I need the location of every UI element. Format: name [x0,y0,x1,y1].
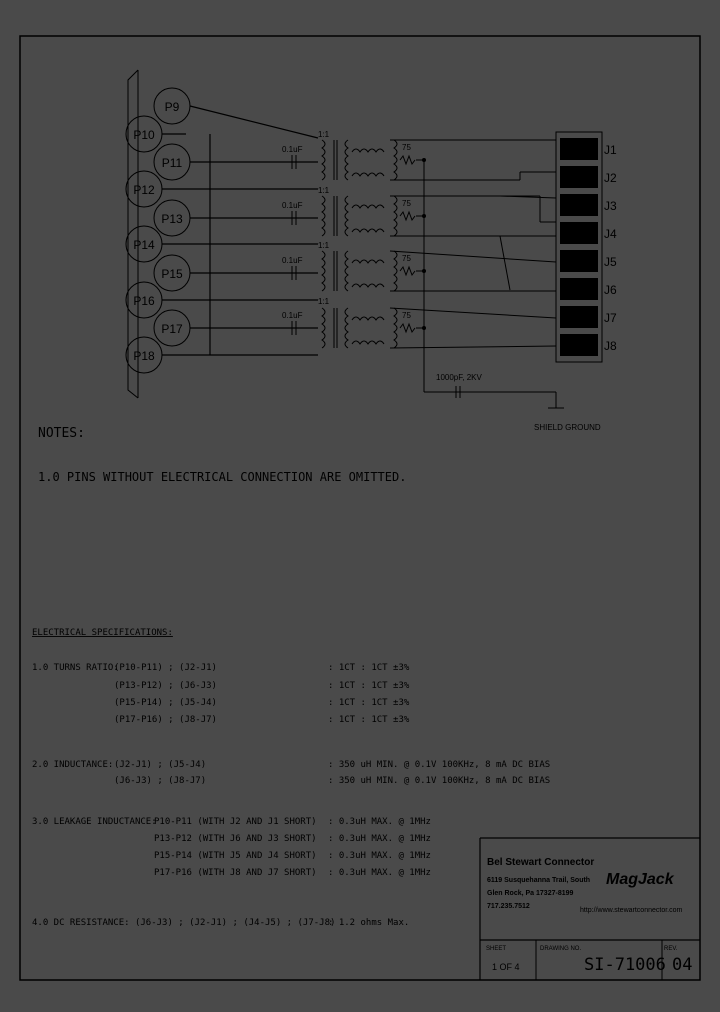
turns-value: : 1CT : 1CT ±3% [328,681,410,691]
drawing-number: SI-71006 [584,955,666,975]
channel-2 [270,186,556,236]
turns-value: : 1CT : 1CT ±3% [328,715,410,725]
dc-resistance-label: 4.0 DC RESISTANCE: (J6-J3) ; (J2-J1) ; (J4-J5) ; (J7-J8) [32,918,336,928]
transformer-coil [345,251,348,291]
leakage-value: : 0.3uH MAX. @ 1MHz [328,834,431,844]
pin-label: P10 [133,128,155,142]
left-pin-group [126,116,162,373]
res-label: 75 [402,143,411,152]
transformer-coil [322,140,325,180]
ratio-label: 1:1 [318,130,330,139]
choke-coil [352,341,384,344]
turns-pins: (P10-P11) ; (J2-J1) [114,663,217,673]
cap-label: 0.1uF [282,145,303,154]
sheet-label: SHEET [486,946,507,952]
choke-coil [352,317,384,320]
choke-coil [352,205,384,208]
title-block [480,838,700,980]
inductance-pins: (J6-J3) ; (J8-J7) [114,776,207,786]
jack-label: J2 [604,171,617,185]
pin-label: P17 [161,322,183,336]
company-name: Bel Stewart Connector [487,857,595,868]
pin-label: P13 [161,212,183,226]
inductance-pins: (J2-J1) ; (J5-J4) [114,760,207,770]
resistor [400,267,415,275]
cap-label: 0.1uF [282,311,303,320]
transformer-coil [345,196,348,236]
leakage-value: : 0.3uH MAX. @ 1MHz [328,868,431,878]
inductance-label: 2.0 INDUCTANCE: [32,760,114,770]
company-phone: 717.235.7512 [487,903,530,910]
jack-label: J6 [604,283,617,297]
jack-label: J7 [604,311,617,325]
drawing-label: DRAWING NO. [540,946,582,952]
jack-label: J8 [604,339,617,353]
ratio-label: 1:1 [318,297,330,306]
leakage-pins: P17-P16 (WITH J8 AND J7 SHORT) [154,868,317,878]
transformer-coil [394,196,397,236]
ratio-label: 1:1 [318,186,330,195]
transformer-coil [394,308,397,348]
turns-label: 1.0 TURNS RATIO: [32,663,119,673]
pin-label: P14 [133,238,155,252]
turns-value: : 1CT : 1CT ±3% [328,663,410,673]
ground-label: SHIELD GROUND [534,423,601,432]
resistor [400,212,415,220]
pin-label: P15 [161,267,183,281]
jack-label: J1 [604,143,617,157]
dc-resistance-value: : 1.2 ohms Max. [328,918,410,928]
cap-label: 0.1uF [282,201,303,210]
sheet-value: 1 OF 4 [492,962,520,972]
leakage-label: 3.0 LEAKAGE INDUCTANCE: [32,817,157,827]
turns-pins: (P13-P12) ; (J6-J3) [114,681,217,691]
cap-label: 0.1uF [282,256,303,265]
rev-label: REV. [664,946,678,952]
leakage-pins: P13-P12 (WITH J6 AND J3 SHORT) [154,834,317,844]
turns-pins: (P17-P16) ; (J8-J7) [114,715,217,725]
pin-label: P12 [133,183,155,197]
note-item: 1.0 PINS WITHOUT ELECTRICAL CONNECTION ARE OMITTED. [38,470,407,484]
jack-label: J5 [604,255,617,269]
leakage-value: : 0.3uH MAX. @ 1MHz [328,851,431,861]
specs-heading: ELECTRICAL SPECIFICATIONS: [32,628,173,638]
choke-coil [352,149,384,152]
resistor [400,156,415,164]
transformer-coil [322,308,325,348]
notes-heading: NOTES: [38,426,85,441]
channel-3 [270,241,556,291]
company-url: http://www.stewartconnector.com [580,907,683,914]
leakage-pins: P15-P14 (WITH J5 AND J4 SHORT) [154,851,317,861]
jack-label: J4 [604,227,617,241]
pin-label: P9 [164,100,180,114]
pin-label: P16 [133,294,155,308]
rev-value: 04 [672,955,693,975]
jack-block [556,132,617,362]
channel-4 [270,297,556,348]
transformer-coil [394,140,397,180]
jack-label: J3 [604,199,617,213]
company-address: 6119 Susquehanna Trail, South [487,877,591,884]
transformer-coil [322,196,325,236]
choke-coil [352,284,384,287]
leakage-value: : 0.3uH MAX. @ 1MHz [328,817,431,827]
pin-label: P18 [133,349,155,363]
right-pin-group [154,88,190,346]
choke-coil [352,173,384,176]
shield-ground-circuit [424,373,601,432]
transformer-coil [394,251,397,291]
choke-coil [352,260,384,263]
pin-label: P11 [161,156,183,170]
res-label: 75 [402,254,411,263]
res-label: 75 [402,311,411,320]
inductance-value: : 350 uH MIN. @ 0.1V 100KHz, 8 mA DC BIAS [328,776,551,786]
jack-wires [500,172,556,290]
ratio-label: 1:1 [318,241,330,250]
electrical-specs [32,628,550,928]
transformer-coil [345,140,348,180]
hv-cap-label: 1000pF, 2KV [436,373,482,382]
choke-coil [352,229,384,232]
company-address: Glen Rock, Pa 17327-8199 [487,890,574,897]
magjack-logo: MagJack [606,871,674,888]
transformer-coil [345,308,348,348]
leakage-pins: P10-P11 (WITH J2 AND J1 SHORT) [154,817,317,827]
turns-pins: (P15-P14) ; (J5-J4) [114,698,217,708]
transformer-coil [322,251,325,291]
res-label: 75 [402,199,411,208]
inductance-value: : 350 uH MIN. @ 0.1V 100KHz, 8 mA DC BIAS [328,760,551,770]
resistor [400,324,415,332]
turns-value: : 1CT : 1CT ±3% [328,698,410,708]
